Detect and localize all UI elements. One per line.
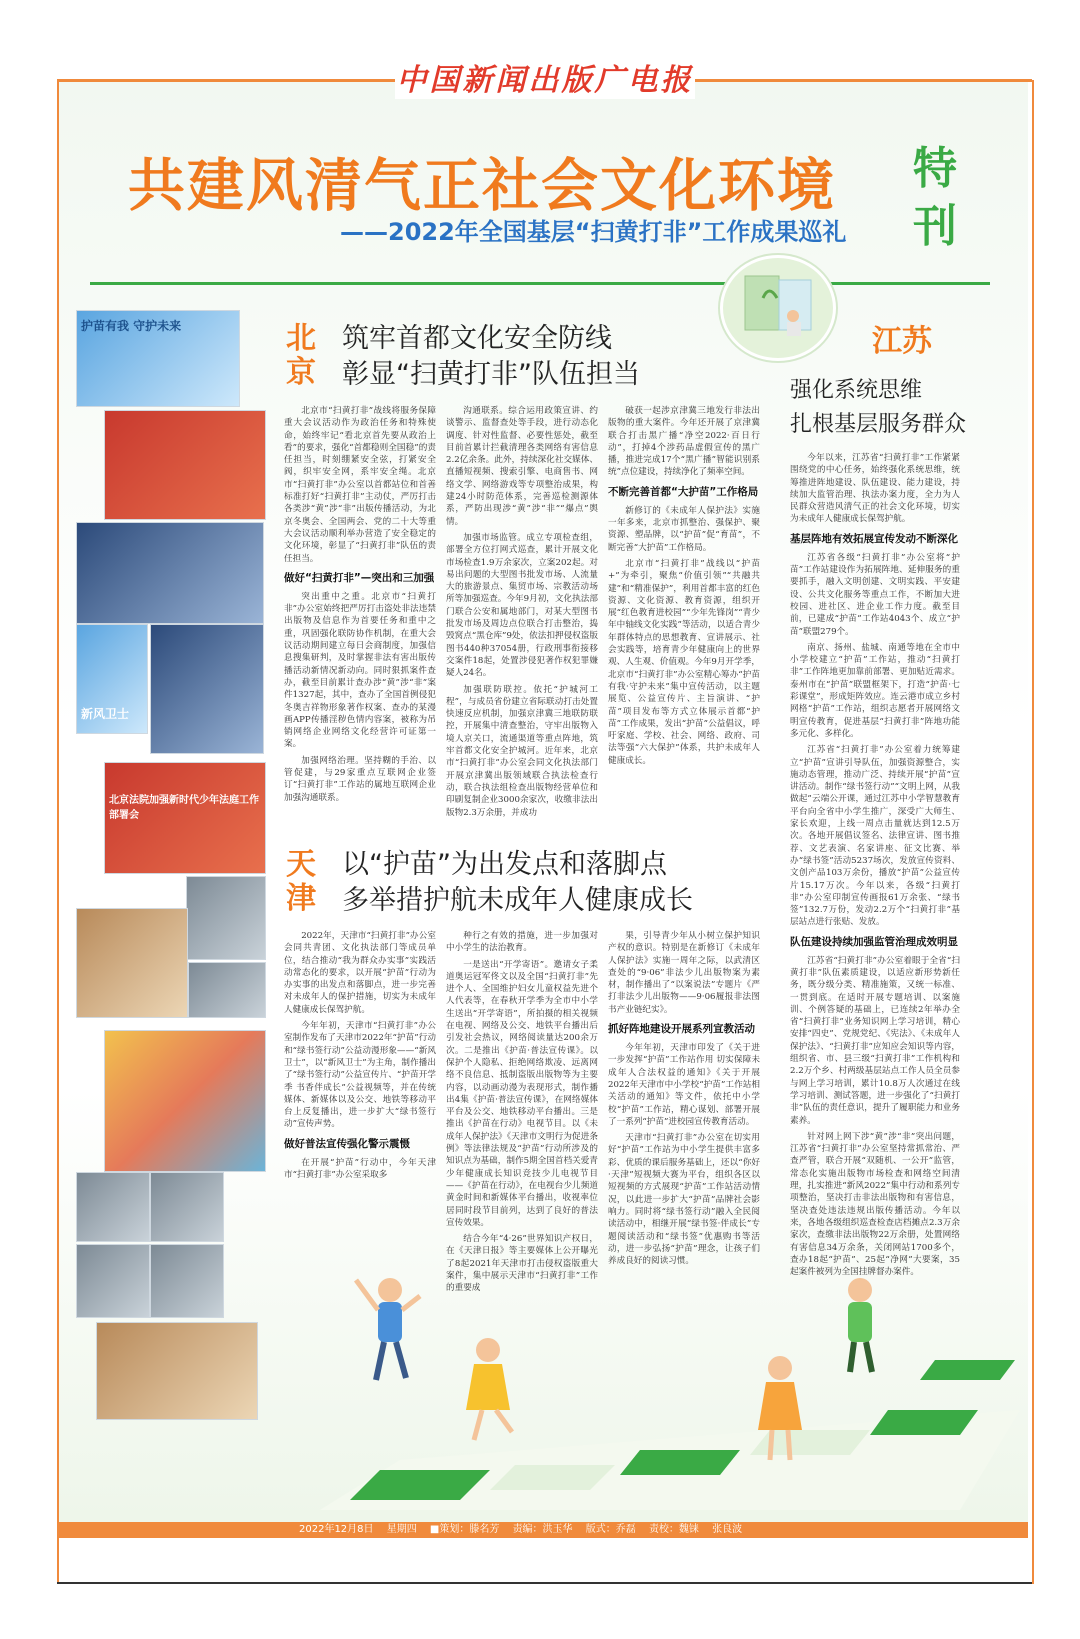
jiangsu-paragraph: 南京、扬州、盐城、南通等地在全市中小学校建立“护苗”工作站，推动“扫黄打非”工作阵地更加靠前部署、更加贴近需求。泰州市在“护苗”联盟框架下，打造“护苗·七彩课堂”，形成矩阵效应。连云港市成立乡村网格“护苗”工作站，组织志愿者开展网络文明宣传教育，促进基层“扫黄打非”阵地功能多元化、多样化。 <box>790 642 960 739</box>
jiangsu-paragraph: 江苏省各级“扫黄打非”办公室将“护苗”工作站建设作为拓展阵地、延伸服务的重要抓手，融入文明创建、文明实践、平安建设、公共文化服务等重点工作，不断加大进校园、进社区、进企业工作力度。截至目前，已建成“护苗”工作站4043个、成立“护苗”联盟279个。 <box>790 552 960 637</box>
header-divider <box>90 282 990 285</box>
jiangsu-paragraph: 今年以来，江苏省“扫黄打非”工作紧紧围绕党的中心任务，始终强化系统思维，统筹推进阵地建设、队伍建设、能力建设，持续加大监管治理、执法办案力度，全力为人民群众营造风清气正的社会文化环境，切实为未成年人健康成长保驾护航。 <box>790 453 960 525</box>
jiangsu-paragraph: 江苏省“扫黄打非”办公室着力统筹建立“护苗”宣讲引导队伍，加强资源整合，实施动态管理，推动广泛、持续开展“护苗”宣讲活动。制作“绿书签行动”“文明上网，从我做起”云端公开课，通过江苏中小学智慧教育平台向全省中小学生推广，深受广大师生、家长欢迎，上线一周点击量就达到12.5万次。各地开展倡议签名、法律宣讲、图书推荐、文艺表演、名家讲座、征文比赛、举办“绿书签”活动5237场次，发放宣传资料、文创产品103万余份，播放“护苗”公益宣传片15.17万次。今年以来，各级“扫黄打非”办公室印制宣传画报61万余张、“绿书签”132.7万份，发动2.2万个“扫黄打非”基层站点进行张贴、发放。 <box>790 745 960 928</box>
beijing-paragraph: 北京市“扫黄打非”战线以“护苗+”为牵引，聚焦“价值引领”“共融共建”和“精准保护”，利用首都丰富的红色资源、文化资源、教育资源，组织开展“红色教育进校园”“少年先锋岗”“青少年中轴线文化实践”等活动，以适合青少年群体特点的思想教育、宣讲展示、社会实践等，培育青少年健康向上的世界观、人生观、价值观。今年9月开学季，北京市“扫黄打非”办公室精心筹办“护苗有我·守护未来”集中宣传活动，以主题展览、公益宣传片、主旨演讲、“护苗”项目发布等方式立体展示首都“护苗”工作成果，发出“护苗”公益倡议，呼吁家庭、学校、社会、网络、政府、司法等强“六大保护”体系，共护未成年人健康成长。 <box>608 558 760 766</box>
masthead-rule-right <box>695 79 1032 81</box>
stage-performance-photo <box>76 522 264 624</box>
bottom-rule <box>57 1582 1032 1584</box>
beijing-city-label: 北京 <box>286 321 316 390</box>
banner-photo-caption: 护苗有我 守护未来 <box>81 319 182 333</box>
tianjin-title-line2: 多举措护航未成年人健康成长 <box>342 885 693 916</box>
beijing-paragraph: 加强网络治理。坚持糊的手治、以管促建，与29家重点互联网企业签订“扫黄打非”工作站的属地互联网企业加强沟通联系。 <box>284 755 436 803</box>
beijing-paragraph: 加强联防联控。依托“护城河工程”，与成员省份建立省际联动打击处置快速反应机制，加强京津冀三地联防联控，开展集中清查整治，守牢出版物入境人京关口，流通渠道等重点阵地，筑牢首都文化安全护城河。近年来，北京市“扫黄打非”办公室会同文化执法部门开展京津冀出版领域联合执法检查行动，联合执法组检查出版物经营单位和印刷复制企业3000余家次，收缴非法出版物2.3万余册，并成功 <box>446 684 598 818</box>
beijing-title-line2: 彰显“扫黄打非”队伍担当 <box>342 359 640 390</box>
tianjin-paragraph: 天津市“扫黄打非”办公室在切实用好“护苗”工作站为中小学生提供丰富多彩、优质的课后服务基础上，还以“你好·天津”短视频大赛为平台，组织各区以短视频的方式展现“护苗”工作站活动情况，以此进一步扩大“护苗”品牌社会影响力。同时将“绿书签行动”融入全民阅读活动中，相继开展“绿书签·伴成长”专题阅读活动和“绿书签”优惠购书等活动，进一步弘扬“护苗”理念，让孩子们养成良好的阅读习惯。 <box>608 1133 760 1267</box>
footer-date: 2022年12月8日 <box>299 1524 374 1535</box>
beijing-subheading: 不断完善首都“大护苗”工作格局 <box>608 485 759 498</box>
tianjin-paragraph: 今年年初，天津市“扫黄打非”办公室制作发布了天津市2022年“护苗”行动和“绿书签行动”公益动漫形象——“新风卫士”，以“新风卫士”为主角，制作播出了“绿书签行动”公益宣传片、“护苗开学季 书香伴成长”公益视频等，并在传统媒体、新媒体以及公交、地铁等移动平台上反复播出，进一步扩大“绿书签行动”宣传声势。 <box>284 1021 436 1130</box>
jiangsu-paragraph: 江苏省“扫黄打非”办公室着眼于全省“扫黄打非”队伍素质建设，以适应新形势新任务，既分级分类、精准施策，又统一标准、一贯到底。在适时开展专题培训、以案施训、个例答疑的基础上，已连续2年举办全省“扫黄打非”业务知识网上学习培训，精心安排“四史”、党规党纪、《宪法》、《未成年人保护法》、“扫黄打非”应知应会知识等内容，组织省、市、县三级“扫黄打非”工作机构和2.2万个乡、村两级基层站点工作人员全员参与网上学习培训，累计10.8万人次通过在线学习培训、测试答题，进一步强化了“扫黄打非”队伍的责任意识，提升了履职能力和业务素养。 <box>790 955 960 1126</box>
tianjin-paragraph: 种行之有效的措施，进一步加强对中小学生的法治教育。 <box>446 931 598 954</box>
stage-event-photo <box>150 624 264 754</box>
jiangsu-column <box>790 452 960 1278</box>
beijing-paragraph: 破获一起涉京津冀三地发行非法出版物的重大案件。今年还开展了京津冀联合打击黑广播“净空2022·百日行动”，打掉4个涉药品虚假宣传的黑广播，推进完成17个“黑广播”智能识别系统”点位建设，持续净化了频率空间。 <box>608 406 760 478</box>
jiangsu-title-line1: 强化系统思维 <box>790 378 923 403</box>
jiangsu-paragraph: 针对网上网下涉“黄”涉“非”突出问题，江苏省“扫黄打非”办公室坚持常抓常治、严查严管，联合开展“双随机、一公开”监管，常态化实施出版物市场检查和网络空间清理，扎实推进“新风2022”集中行动和系列专项整治，坚决打击非法出版物和有害信息，坚决查处违法违规出版传播活动。今年以来，各地各级组织巡查检查店档摊点2.3万余家次，查缴非法出版物22万余册，处置网络有害信息34万余条，关闭网站1700多个，查办18起“护苗”、25起“净网”大要案，35起案件被列为全国挂牌督办案件。 <box>790 1131 960 1278</box>
classroom-photo-3 <box>76 1244 150 1318</box>
court-meeting-caption: 北京法院加强新时代少年法庭工作部署会 <box>109 795 259 821</box>
footer-proof-2: 张良波 <box>712 1524 743 1535</box>
tianjin-subheading: 做好普法宣传强化警示震慑 <box>284 1137 410 1150</box>
beijing-paragraph: 北京市“扫黄打非”战线将服务保障重大会议活动作为政治任务和特殊使命，始终牢记“看北京首先要从政治上看”的要求，强化“首都稳则全国稳”的责任担当，时刻绷紧安全弦，打紧安全阀，织牢安全网，系牢安全绳。北京市“扫黄打非”办公室以首都站位和首善标准打好“扫黄打非”主动仗，严厉打击各类涉“黄”涉“非”出版传播活动，为北京冬奥会、全国两会、党的二十大等重大会议活动顺利举办营造了安全稳定的文化环境，彰显了“扫黄打非”队伍的责任担当。 <box>284 406 436 564</box>
footer-weekday: 星期四 <box>386 1524 417 1535</box>
hopscotch-illustration <box>260 1260 1020 1520</box>
tianjin-column-1 <box>284 930 436 1250</box>
tianjin-title-line1: 以“护苗”为出发点和落脚点 <box>342 849 667 880</box>
footer-planning: ■策划：滕名芳 <box>429 1524 500 1535</box>
tianjin-paragraph: 今年年初，天津市印发了《关于进一步发挥“护苗”工作站作用 切实保障未成年人合法权益的通知》《关于开展2022年天津市中小学校“护苗”工作站相关活动的通知》等文件，依托中小学校“护苗”工作站，精心谋划、部署开展了一系列“护苗”进校园宣传教育活动。 <box>608 1043 760 1127</box>
classroom-photo-2 <box>150 1172 224 1242</box>
library-photo <box>96 1322 258 1420</box>
beijing-column-1 <box>284 405 436 845</box>
tianjin-subheading: 抓好阵地建设开展系列宣教活动 <box>608 1023 755 1036</box>
banner-photo <box>76 310 240 407</box>
footer-proof: 责校：魏铼 <box>648 1524 699 1535</box>
jiangsu-subheading: 基层阵地有效拓展宣传发动不断深化 <box>790 532 958 545</box>
tianjin-paragraph: 果，引导青少年从小树立保护知识产权的意识。特别是在新修订《未成年人保护法》实施一周年之际，以武清区查处的“9·06”非法少儿出版物案为素材，制作播出了“以案说法”专题片《严打非法少儿出版物——9·06履报非法图书产业链纪实》。 <box>608 931 760 1015</box>
inspection-photo <box>186 876 266 960</box>
tianjin-paragraph: 结合今年“4·26”世界知识产权日，在《天津日报》等主要媒体上公开曝光了8起2021年天津市打击侵权盗版重大案件，集中展示天津市“扫黄打非”工作的重要成 <box>446 1234 598 1294</box>
special-issue-label: 特刊 <box>913 143 957 252</box>
bookstore-check-photo <box>76 908 188 1018</box>
masthead-rule-left <box>57 79 395 81</box>
beijing-paragraph: 新修订的《未成年人保护法》实施一年多来，北京市抓整治、强保护、聚资源、塑品牌，以“护苗”促“育苗”，不断完善“大护苗”工作格局。 <box>608 505 760 553</box>
reading-child-illustration <box>720 255 836 361</box>
beijing-paragraph: 沟通联系。综合运用政策宣讲、约谈警示、监督查处等手段，进行动态化调度、针对性监督、必要性惩处，截至目前首累计拦截清理各类网络有害信息2.2亿余条。此外，持续深化社交媒体、直播短视频、搜索引擎、电商售书、网络文学、网络游戏等专项整治成果，构建24小时防范体系，完善巡检测源体系，严防出现涉“黄”涉“非”“爆点”舆情。 <box>446 406 598 527</box>
footer-editor: 责编：洪玉华 <box>512 1524 573 1535</box>
tianjin-paragraph: 2022年，天津市“扫黄打非”办公室会同共青团、文化执法部门等成员单位，结合推动“我为群众办实事”实践活动常态化的要求，以开展“护苗”行动为办实事的出发点和落脚点，进一步完善对未成年人的保护措施，切实为未成年人健康成长保驾护航。 <box>284 931 436 1015</box>
footer-layout: 版式：乔磊 <box>585 1524 636 1535</box>
tianjin-city-label: 天津 <box>286 847 316 916</box>
classroom-photo-4 <box>150 1244 224 1318</box>
officer-photo <box>188 962 266 1018</box>
masthead: 中国新闻出版广电报 <box>395 55 695 99</box>
mascot-image <box>76 624 148 734</box>
beijing-subheading: 做好“扫黄打非”—突出和三加强 <box>284 571 435 584</box>
beijing-paragraph: 加强市场监管。成立专项检查组，部署全方位打网式巡查，累计开展文化市场检查1.9万余家次，立案202起。对易出问题的大型图书批发市场、人流量大的旅游景点、集贸市场、宗教活动场所等加强巡查。今年9月初，文化执法部门联合公安和属地部门，对某大型图书批发市场及周边点位联合打击整治，捣毁窝点“黑仓库”9处，依法扣押侵权盗版图书440种37054册，行政刑事衔接移交案件18起，处置涉侵犯著作权犯罪嫌疑人24名。 <box>446 532 598 679</box>
jiangsu-title-line2: 扎根基层服务群众 <box>790 412 967 437</box>
children-event-photo <box>104 410 266 520</box>
children-drawings-photo <box>104 1030 266 1172</box>
tianjin-paragraph: 在开展“护苗”行动中，今年天津市“扫黄打非”办公室采取多 <box>284 1157 436 1181</box>
court-meeting-photo <box>104 762 266 874</box>
beijing-column-2 <box>446 405 598 845</box>
beijing-title-line1: 筑牢首都文化安全防线 <box>342 323 612 354</box>
footer-bar <box>59 1522 1028 1538</box>
page-subheadline: ——2022年全国基层“扫黄打非”工作成果巡礼 <box>340 218 847 246</box>
beijing-column-3 <box>608 405 760 845</box>
beijing-paragraph: 突出重中之重。北京市“扫黄打非”办公室始终把严厉打击盗处非法违禁出版物及信息作为首要任务和重中之重，巩固强化联防协作机制，在重大会议活动期间建立每日会商制度，加强信息搜集研判，及时掌握非法有害出版传播活动新情况新动向。同时狠抓案件查办，截至目前累计查办涉“黄”涉“非”案件1327起，其中，查办了全国首例侵犯冬奥吉祥物形象著作权案、查办的某漫画APP传播淫秽色情内容案，被称为吊销网络企业网络文化经营许可证第一案。 <box>284 591 436 750</box>
tianjin-paragraph: 一是送出“开学寄语”。邀请女子柔道奥运冠军佟文以及全国“扫黄打非”先进个人、全国维护妇女儿童权益先进个人代表等，在春秋开学季为全市中小学生送出“开学寄语”，所拍摄的相关视频在电视、网络及公交、地铁平台播出后引发社会热议，网络阅读量达200余万次。二是推出《护苗·普法宣传课》。以保护个人隐私、拒绝网络欺凌、远离网络不良信息、抵制盗版出版物等为主要内容，以动画动漫为表现形式，制作播出4集《护苗·普法宣传课》，在网络媒体平台及公交、地铁移动平台播出。三是推出《护苗在行动》电视节目。以《未成年人保护法》《天津市文明行为促进条例》等法律法规及“护苗”行动所涉及的知识点为基础，制作5期全国首档关爱青少年健康成长知识竞技少儿电视节目——《护苗在行动》，在电视台少儿频道黄金时间和新媒体平台播出，收视率位居同时段节目前列，达到了良好的普法宣传效果。 <box>446 959 598 1228</box>
page-headline: 共建风清气正社会文化环境 <box>128 153 836 219</box>
tianjin-column-2 <box>446 930 598 1310</box>
jiangsu-city-label: 江苏 <box>872 324 932 359</box>
classroom-photo-1 <box>76 1172 150 1242</box>
jiangsu-subheading: 队伍建设持续加强监管治理成效明显 <box>790 935 958 948</box>
mascot-caption: 新风卫士 <box>81 707 130 721</box>
